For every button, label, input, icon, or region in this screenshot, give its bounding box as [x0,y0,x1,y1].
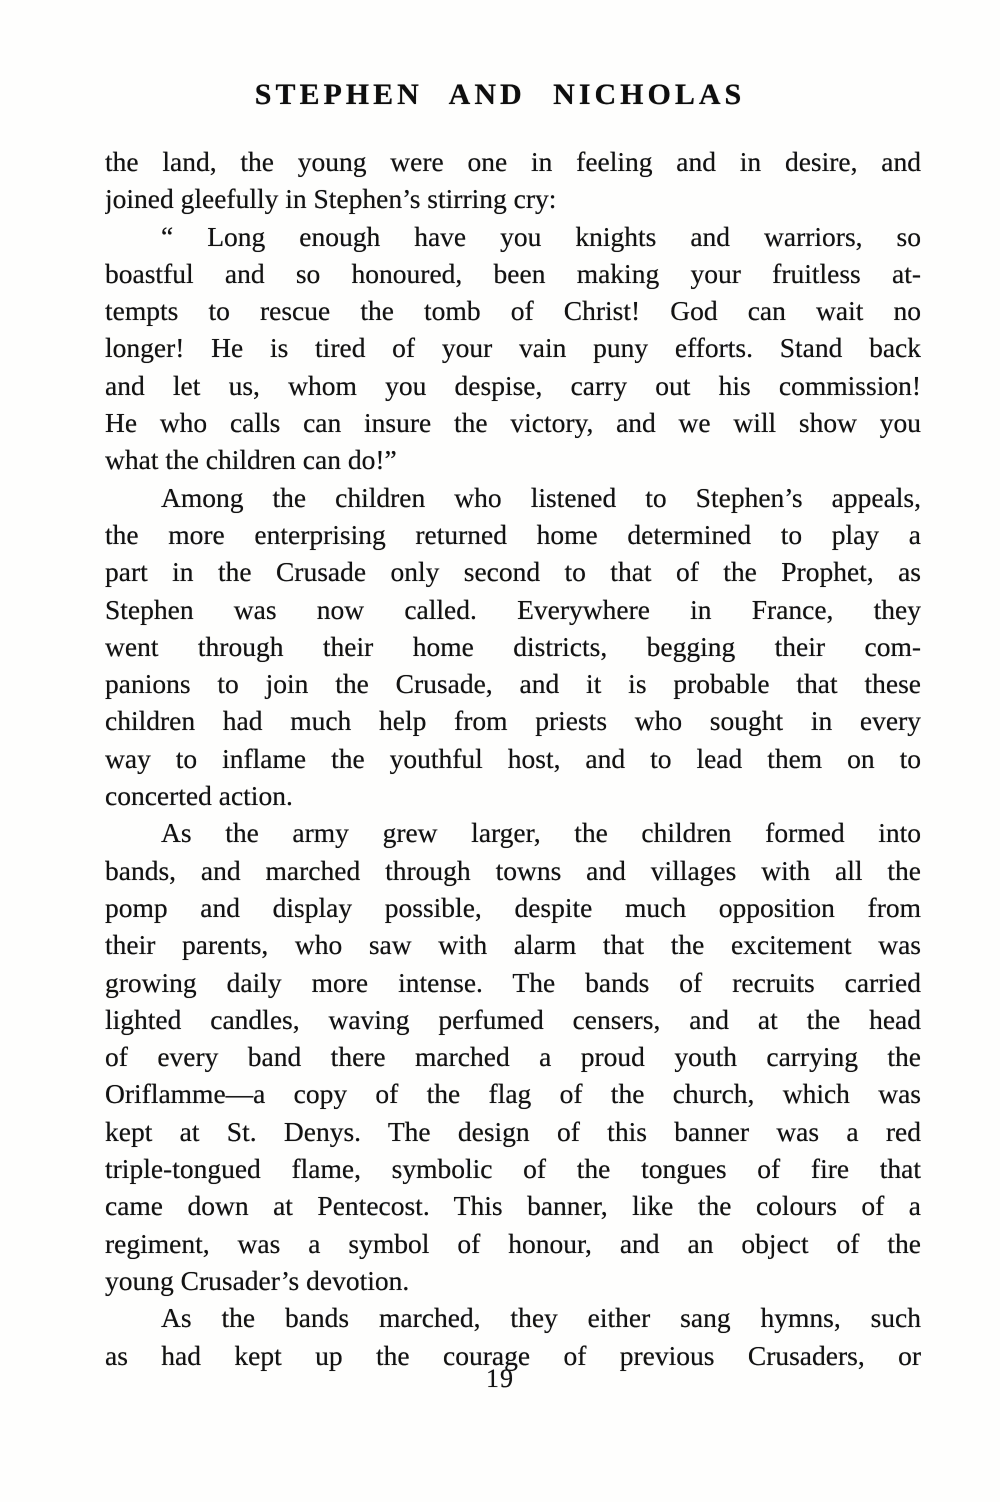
text-line: He who calls can insure the victory, and we will show you [105,407,921,439]
text-line: pomp and display possible, despite much opposition from [105,891,921,923]
text-line: Oriflamme—a copy of the flag of the church, which was [105,1078,921,1110]
text-line: growing daily more intense. The bands of recruits carried [105,966,921,998]
paragraph [105,1299,921,1374]
paragraph [105,143,921,218]
text-line: Stephen was now called. Everywhere in France, they [105,593,921,625]
text-line: went through their home districts, begging their com- [105,630,921,662]
text-line: “ Long enough have you knights and warriors, so [161,220,921,252]
text-line: way to inflame the youthful host, and to lead them on to [105,742,921,774]
text-line: and let us, whom you despise, carry out his commission! [105,369,921,401]
text-line: the more enterprising returned home determined to play a [105,518,921,550]
text-line: longer! He is tired of your vain puny efforts. Stand back [105,332,921,364]
text-line: what the children can do!” [105,444,397,476]
text-line: their parents, who saw with alarm that the excitement was [105,929,921,961]
text-line: triple-tongued flame, symbolic of the tongues of fire that [105,1153,921,1185]
text-line: bands, and marched through towns and villages with all the [105,854,921,886]
paragraph [105,218,921,479]
paragraph [105,814,921,1299]
text-line: panions to join the Crusade, and it is probable that these [105,668,921,700]
text-line: Among the children who listened to Stephen’s appeals, [161,481,921,513]
running-head-title: STEPHEN AND NICHOLAS [254,78,746,111]
body-text [105,143,921,1374]
text-line: the land, the young were one in feeling and in desire, and [105,146,921,177]
text-line: regiment, was a symbol of honour, and an object of the [105,1227,921,1259]
text-line: tempts to rescue the tomb of Christ! God can wait no [105,295,921,327]
text-line: lighted candles, waving perfumed censers, and at the head [105,1003,921,1035]
text-line: As the bands marched, they either sang hymns, such [161,1302,921,1334]
text-line: children had much help from priests who sought in every [105,705,921,737]
paragraph [105,479,921,815]
text-line: young Crusader’s devotion. [105,1264,410,1296]
text-line: part in the Crusade only second to that of the Prophet, as [105,556,921,588]
page-number: 19 [486,1364,514,1393]
text-line: boastful and so honoured, been making your fruitless at- [105,257,921,289]
text-line: as had kept up the courage of previous Crusaders, or [105,1339,921,1371]
text-line: joined gleefully in Stephen’s stirring cry: [105,183,557,215]
text-line: of every band there marched a proud youth carrying the [105,1041,921,1073]
text-line: kept at St. Denys. The design of this banner was a red [105,1115,921,1147]
text-line: concerted action. [105,780,293,812]
text-line: came down at Pentecost. This banner, like the colours of a [105,1190,921,1222]
text-line: As the army grew larger, the children formed into [161,817,921,849]
